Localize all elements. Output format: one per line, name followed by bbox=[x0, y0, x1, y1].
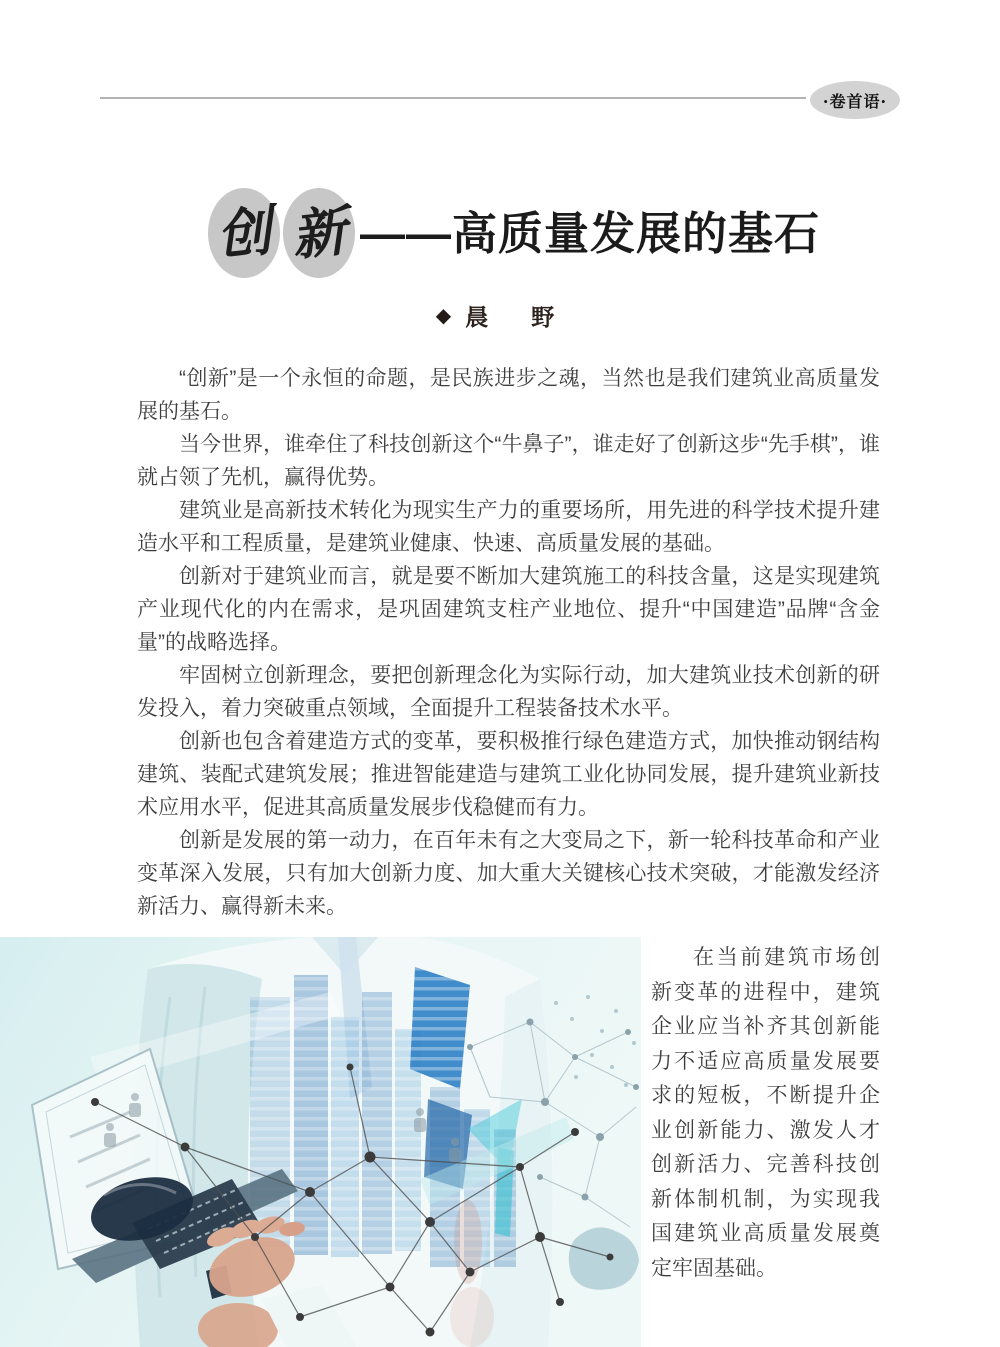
article-photo bbox=[0, 937, 641, 1347]
header-divider bbox=[100, 97, 806, 99]
paragraph: 创新也包含着建造方式的变革，要积极推行绿色建造方式，加快推动钢结构建筑、装配式建筑发展；推进智能建造与建筑工业化协同发展，提升建筑业新技术应用水平，促进其高质量发展步伐稳健而有力。 bbox=[137, 730, 880, 819]
article-body bbox=[137, 362, 880, 923]
article-side-column bbox=[651, 941, 880, 1286]
title-circle-1 bbox=[208, 188, 280, 278]
paragraph: “创新”是一个永恒的命题，是民族进步之魂，当然也是我们建筑业高质量发展的基石。 bbox=[137, 367, 880, 423]
author-name: 晨 野 bbox=[465, 304, 565, 331]
side-paragraph: 在当前建筑市场创新变革的进程中，建筑企业应当补齐其创新能力不适应高质量发展要求的短板，不断提升企业创新能力、激发人才创新活力、完善科技创新体制机制，为实现我国建筑业高质量发展奠定牢固基础。 bbox=[651, 946, 880, 1280]
section-badge bbox=[810, 81, 900, 119]
title-circle-2 bbox=[283, 188, 355, 278]
article-title bbox=[208, 188, 820, 278]
paragraph: 当今世界，谁牵住了科技创新这个“牛鼻子”，谁走好了创新这步“先手棋”，谁就占领了先机，赢得优势。 bbox=[137, 433, 880, 489]
paragraph: 创新是发展的第一动力，在百年未有之大变局之下，新一轮科技革命和产业变革深入发展，只有加大创新力度、加大重大关键核心技术突破，才能激发经济新活力、赢得新未来。 bbox=[137, 829, 880, 918]
paragraph: 牢固树立创新理念，要把创新理念化为实际行动，加大建筑业技术创新的研发投入，着力突破重点领域，全面提升工程装备技术水平。 bbox=[137, 664, 880, 720]
paragraph: 建筑业是高新技术转化为现实生产力的重要场所，用先进的科学技术提升建造水平和工程质量，是建筑业健康、快速、高质量发展的基础。 bbox=[137, 499, 880, 555]
pink-tint bbox=[450, 1287, 494, 1347]
title-circle-char: 创 bbox=[213, 198, 275, 268]
paragraph: 创新对于建筑业而言，就是要不断加大建筑施工的科技含量，这是实现建筑产业现代化的内在需求，是巩固建筑支柱产业地位、提升“中国建造”品牌“含金量”的战略选择。 bbox=[137, 565, 880, 654]
section-badge-label: ·卷首语· bbox=[822, 91, 888, 111]
title-text: ——高质量发展的基石 bbox=[360, 207, 821, 259]
photo-illustration bbox=[0, 937, 641, 1347]
author-line bbox=[0, 299, 1000, 332]
diamond-icon: ◆ bbox=[435, 304, 452, 327]
title-circle-char: 新 bbox=[288, 198, 350, 268]
